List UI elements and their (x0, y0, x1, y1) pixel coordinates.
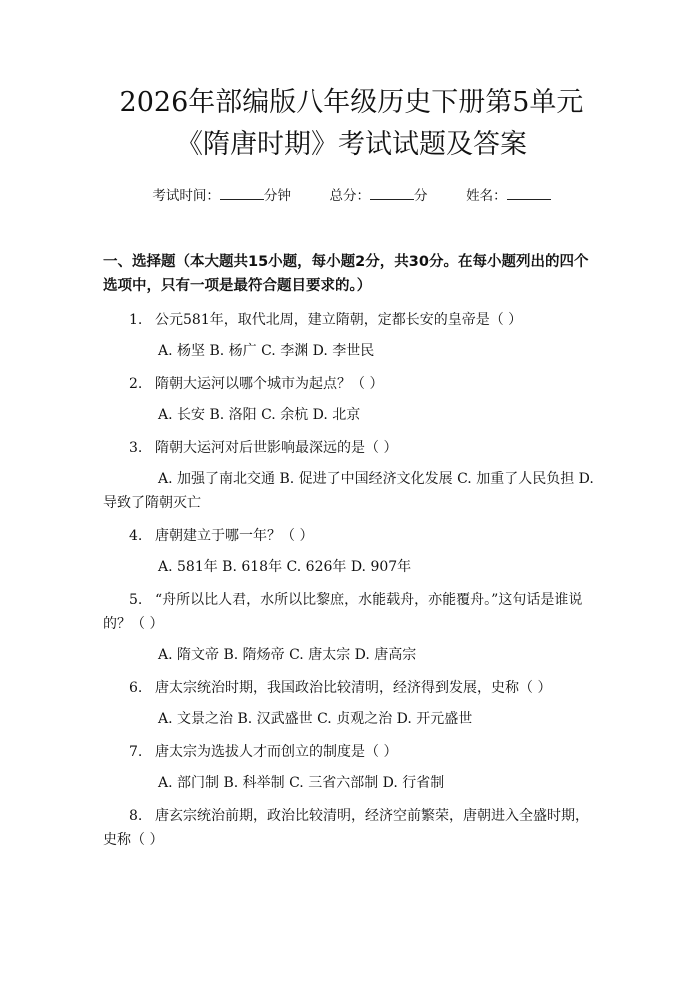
exam-meta (103, 186, 600, 206)
name-field (466, 186, 551, 206)
question-2 (103, 372, 600, 396)
question-text: 唐朝建立于哪一年？（ ） (155, 528, 314, 544)
total-score-blank (370, 187, 414, 200)
question-3 (103, 436, 600, 460)
total-score-label: 总分： (329, 188, 370, 204)
question-5-options: A. 隋文帝 B. 隋炀帝 C. 唐太宗 D. 唐高宗 (158, 647, 417, 663)
name-label: 姓名： (466, 188, 507, 204)
page-title: 2026年部编版八年级历史下册第5单元《隋唐时期》考试试题及答案 (119, 87, 584, 160)
question-3-options: A. 加强了南北交通 B. 促进了中国经济文化发展 C. 加重了人民负担 D. 导致了隋朝灭亡 (103, 471, 594, 511)
exam-time-blank (220, 187, 264, 200)
question-number: 2. (129, 376, 143, 392)
question-text: 公元581年，取代北周，建立隋朝，定都长安的皇帝是（ ） (155, 312, 523, 328)
question-2-options: A. 长安 B. 洛阳 C. 余杭 D. 北京 (158, 407, 361, 423)
question-7 (103, 740, 600, 764)
exam-page (0, 82, 700, 987)
question-number: 4. (129, 528, 143, 544)
total-score-unit: 分 (414, 188, 428, 204)
exam-time-label: 考试时间： (152, 188, 220, 204)
question-text: 唐太宗统治时期，我国政治比较清明，经济得到发展，史称（ ） (155, 680, 552, 696)
total-score-field (330, 186, 428, 206)
question-4 (103, 524, 600, 548)
question-number: 1. (129, 312, 143, 328)
question-7-options: A. 部门制 B. 科举制 C. 三省六部制 D. 行省制 (158, 775, 445, 791)
name-blank (507, 187, 551, 200)
question-1 (103, 308, 600, 332)
question-5 (103, 588, 600, 636)
question-text: 唐玄宗统治前期，政治比较清明，经济空前繁荣，唐朝进入全盛时期，史称（ ） (103, 808, 589, 848)
question-text: 唐太宗为选拔人才而创立的制度是（ ） (155, 744, 398, 760)
question-6-options: A. 文景之治 B. 汉武盛世 C. 贞观之治 D. 开元盛世 (158, 711, 473, 727)
question-1-options: A. 杨坚 B. 杨广 C. 李渊 D. 李世民 (158, 343, 375, 359)
question-4-options: A. 581年 B. 618年 C. 626年 D. 907年 (158, 559, 412, 575)
question-number: 6. (129, 680, 143, 696)
question-number: 5. (129, 592, 143, 608)
question-6 (103, 676, 600, 700)
exam-time-field (152, 186, 291, 206)
question-number: 7. (129, 744, 143, 760)
question-number: 3. (129, 440, 143, 456)
question-text: 隋朝大运河以哪个城市为起点？（ ） (155, 376, 384, 392)
question-text: 隋朝大运河对后世影响最深远的是（ ） (155, 440, 398, 456)
section-heading: 一、选择题（本大题共15小题，每小题2分，共30分。在每小题列出的四个选项中，只有一项是最符合题目要求的。） (103, 254, 589, 294)
question-text: “舟所以比人君，水所以比黎庶，水能载舟，亦能覆舟。”这句话是谁说的？（ ） (103, 592, 583, 632)
question-number: 8. (129, 808, 143, 824)
exam-time-unit: 分钟 (263, 188, 291, 204)
question-8 (103, 804, 600, 852)
